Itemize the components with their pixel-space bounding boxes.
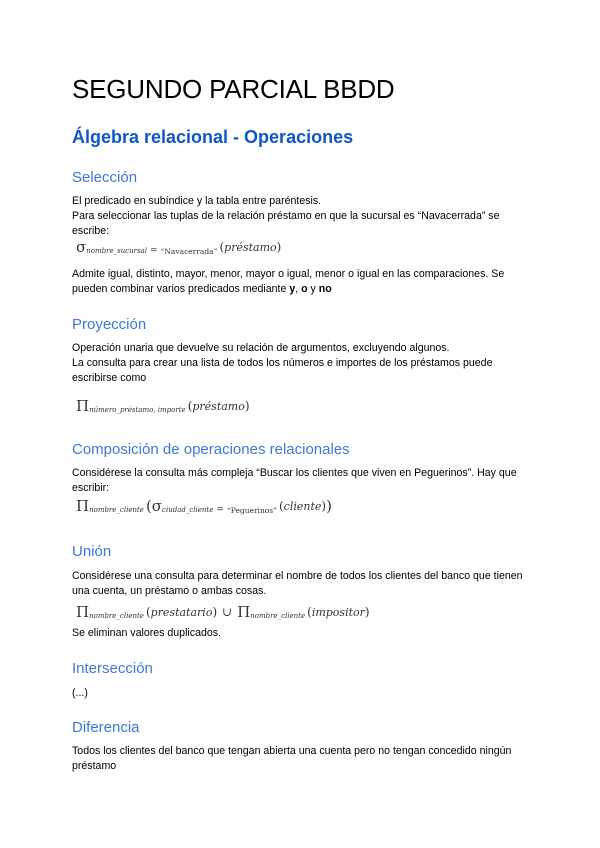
formula-quoted-value: “Navacerrada”: [160, 246, 218, 256]
formula-paren-open: (: [145, 497, 152, 515]
formula-subscript: número_préstamo, importe: [89, 406, 186, 414]
formula-paren-close: ): [321, 499, 327, 513]
formula-paren-close: ): [212, 605, 218, 619]
heading-seleccion: Selección: [72, 169, 138, 186]
formula-paren-open: (: [145, 605, 151, 619]
union-text-2: Se eliminan valores duplicados.: [72, 627, 221, 639]
formula-subscript: nombre_cliente: [89, 612, 144, 620]
formula-argument: cliente: [283, 499, 322, 513]
composicion-formula: [76, 497, 332, 515]
formula-equals: =: [149, 246, 158, 256]
formula-subscript: nombre_sucursal: [86, 247, 147, 255]
sigma-symbol: σ: [151, 497, 163, 515]
formula-subscript: nombre_cliente: [89, 506, 144, 514]
formula-equals: =: [216, 505, 224, 515]
formula-argument: impositor: [311, 605, 365, 619]
union-symbol: ∪: [222, 605, 233, 619]
section-heading: Álgebra relacional - Operaciones: [72, 127, 354, 147]
pi-symbol: Π: [76, 397, 90, 415]
proyeccion-text-2: La consulta para crear una lista de todos los números e importes de los préstamos puede escribirse como: [72, 357, 493, 384]
pi-symbol: Π: [76, 603, 90, 621]
union-formula: [76, 603, 370, 621]
heading-interseccion: Intersección: [72, 660, 153, 677]
formula-subscript: nombre_cliente: [250, 612, 306, 620]
proyeccion-text-1: Operación unaria que devuelve su relación de argumentos, excluyendo algunos.: [72, 342, 450, 354]
union-text-1: Considérese una consulta para determinar el nombre de todos los clientes del banco que tienen una cuenta, un préstamo o ambas cosas.: [72, 570, 523, 597]
formula-paren-close: ): [244, 399, 250, 413]
pi-symbol: Π: [237, 603, 251, 621]
heading-composicion: Composición de operaciones relacionales: [72, 441, 350, 458]
seleccion-text-2: Para seleccionar las tuplas de la relación préstamo en que la sucursal es “Navacerrada” se escribe:: [72, 210, 500, 237]
keyword-o: o: [301, 283, 308, 295]
diferencia-text-1: Todos los clientes del banco que tengan abierta una cuenta pero no tengan concedido ningún préstamo: [72, 745, 512, 772]
heading-proyeccion: Proyección: [72, 316, 147, 333]
formula-argument: prestatario: [150, 605, 213, 619]
seleccion-text-1: El predicado en subíndice y la tabla entre paréntesis.: [72, 195, 322, 207]
formula-paren-close: ): [276, 240, 282, 254]
formula-argument: préstamo: [192, 399, 245, 413]
keyword-no: no: [318, 283, 332, 295]
sigma-symbol: σ: [76, 238, 87, 256]
interseccion-text-1: (...): [72, 687, 88, 699]
formula-paren-close: ): [326, 497, 332, 515]
formula-paren-open: (: [219, 240, 225, 254]
seleccion-text-3: [72, 267, 534, 297]
separator: ,: [295, 283, 302, 295]
seleccion-formula: [76, 238, 281, 256]
formula-argument: préstamo: [224, 240, 277, 254]
document-title: SEGUNDO PARCIAL BBDD: [72, 74, 395, 104]
heading-diferencia: Diferencia: [72, 719, 140, 736]
proyeccion-formula: [76, 397, 250, 415]
separator: y: [307, 283, 319, 295]
heading-union: Unión: [72, 543, 112, 560]
seleccion-text-3-body: Admite igual, distinto, mayor, menor, mayor o igual, menor o igual en las comparaciones. Se pueden combinar varios predicados mediante: [72, 268, 505, 295]
pi-symbol: Π: [76, 497, 90, 515]
formula-quoted-value: “Peguerinos”: [226, 505, 277, 515]
formula-paren-open: (: [278, 499, 284, 513]
composicion-text-1: Considérese la consulta más compleja “Buscar los clientes que viven en Peguerinos”. Hay que escribir:: [72, 467, 517, 494]
formula-subscript: ciudad_cliente: [162, 506, 214, 514]
formula-paren-close: ): [364, 605, 370, 619]
keyword-y: y: [289, 283, 296, 295]
formula-paren-open: (: [307, 605, 312, 619]
formula-paren-open: (: [187, 399, 193, 413]
